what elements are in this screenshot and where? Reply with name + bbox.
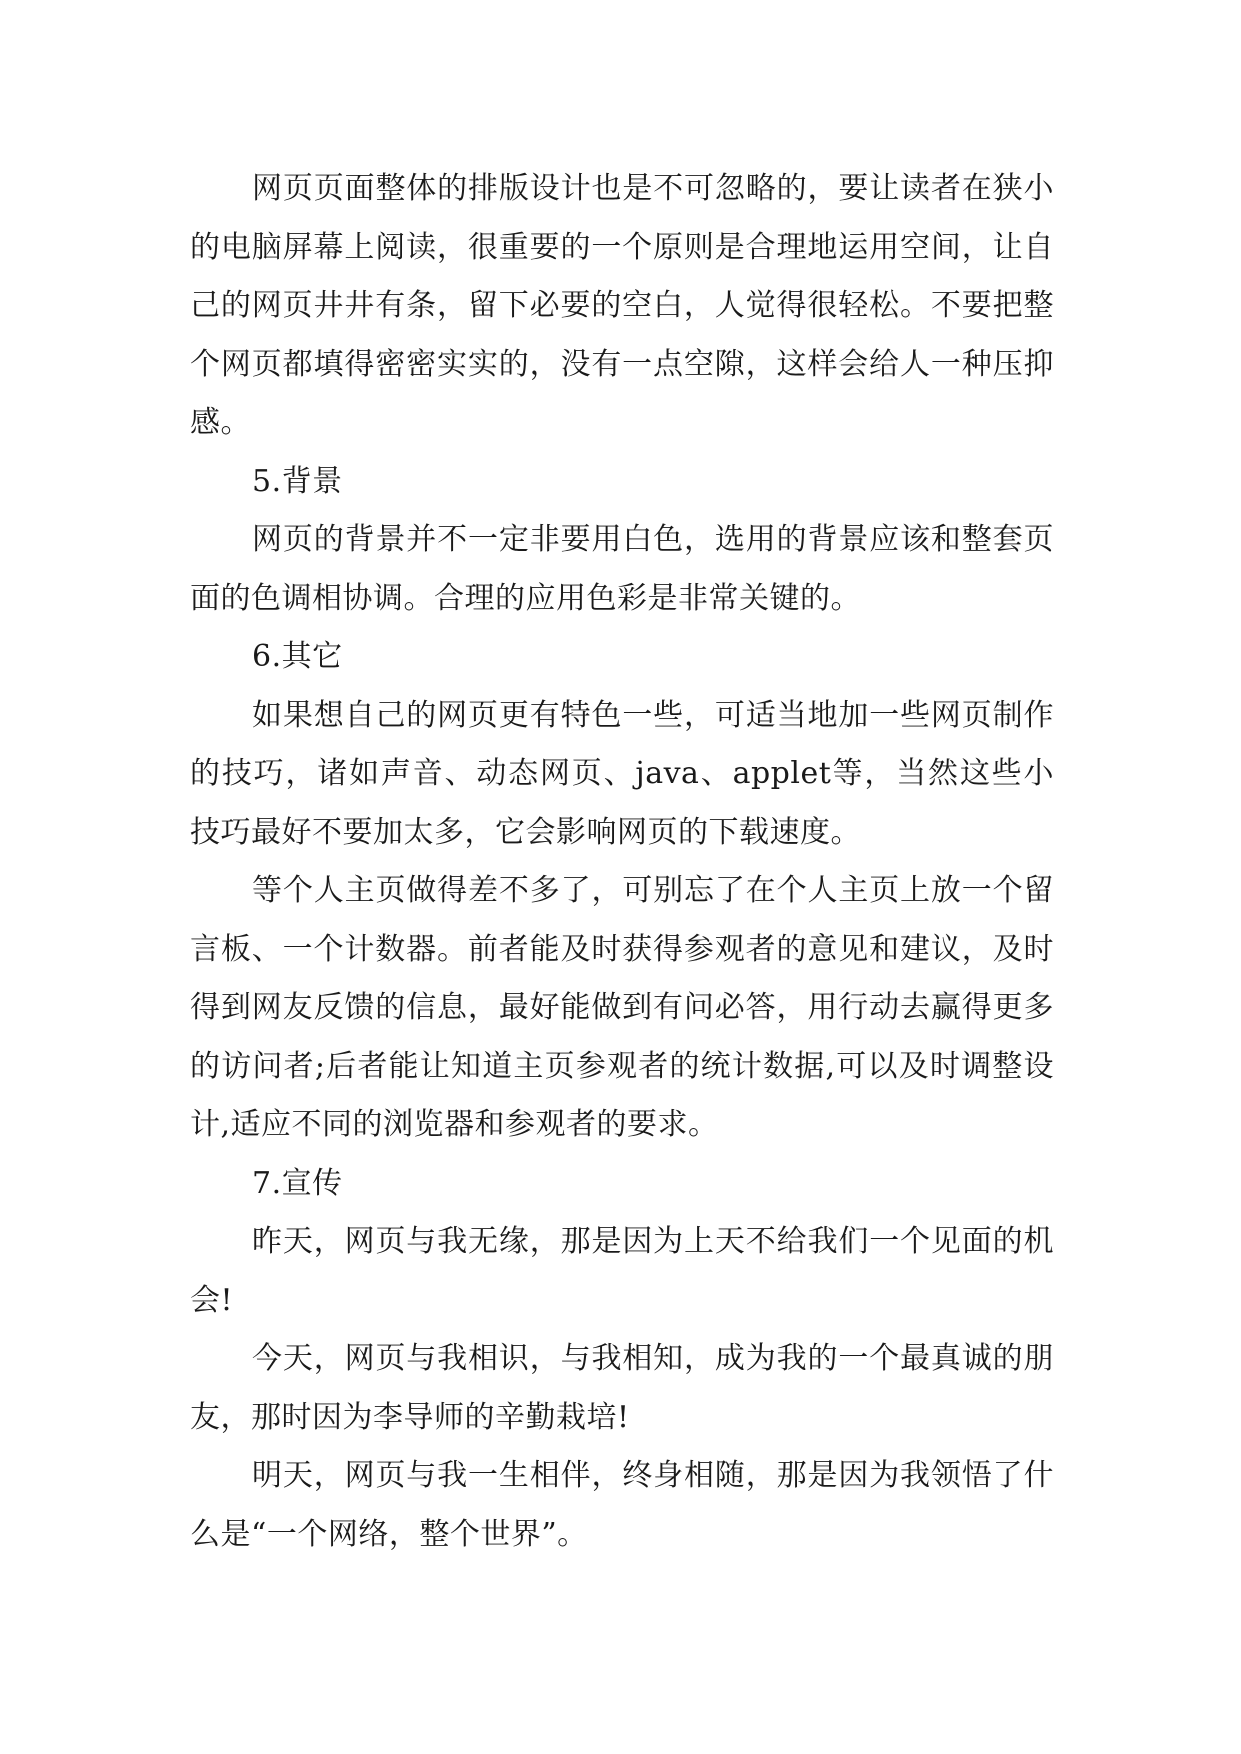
document-page — [190, 160, 1054, 1564]
paragraph-yesterday: 昨天，网页与我无缘，那是因为上天不给我们一个见面的机会! — [190, 1224, 1054, 1318]
section-heading-promotion: 7.宣传 — [252, 1165, 343, 1201]
paragraph-guestbook-counter: 等个人主页做得差不多了，可别忘了在个人主页上放一个留言板、一个计数器。前者能及时获得参观者的意见和建议，及时得到网友反馈的信息，最好能做到有问必答，用行动去赢得更多的访问者;后者能让知道主页参观者的统计数据,可以及时调整设计,适应不同的浏览器和参观者的要求。 — [190, 873, 1054, 1142]
paragraph-background: 网页的背景并不一定非要用白色，选用的背景应该和整套页面的色调相协调。合理的应用色彩是非常关键的。 — [190, 522, 1054, 616]
paragraph-layout-space: 网页页面整体的排版设计也是不可忽略的，要让读者在狭小的电脑屏幕上阅读，很重要的一个原则是合理地运用空间，让自己的网页井井有条，留下必要的空白，人觉得很轻松。不要把整个网页都填得密密实实的，没有一点空隙，这样会给人一种压抑感。 — [190, 171, 1054, 440]
section-heading-background: 5.背景 — [252, 463, 343, 499]
paragraph-tomorrow: 明天，网页与我一生相伴，终身相随，那是因为我领悟了什么是“一个网络，整个世界”。 — [190, 1458, 1054, 1552]
paragraph-techniques: 如果想自己的网页更有特色一些，可适当地加一些网页制作的技巧，诸如声音、动态网页、java、applet等，当然这些小技巧最好不要加太多，它会影响网页的下载速度。 — [190, 697, 1054, 850]
section-heading-other: 6.其它 — [252, 639, 343, 674]
paragraph-today: 今天，网页与我相识，与我相知，成为我的一个最真诚的朋友，那时因为李导师的辛勤栽培! — [190, 1341, 1054, 1435]
